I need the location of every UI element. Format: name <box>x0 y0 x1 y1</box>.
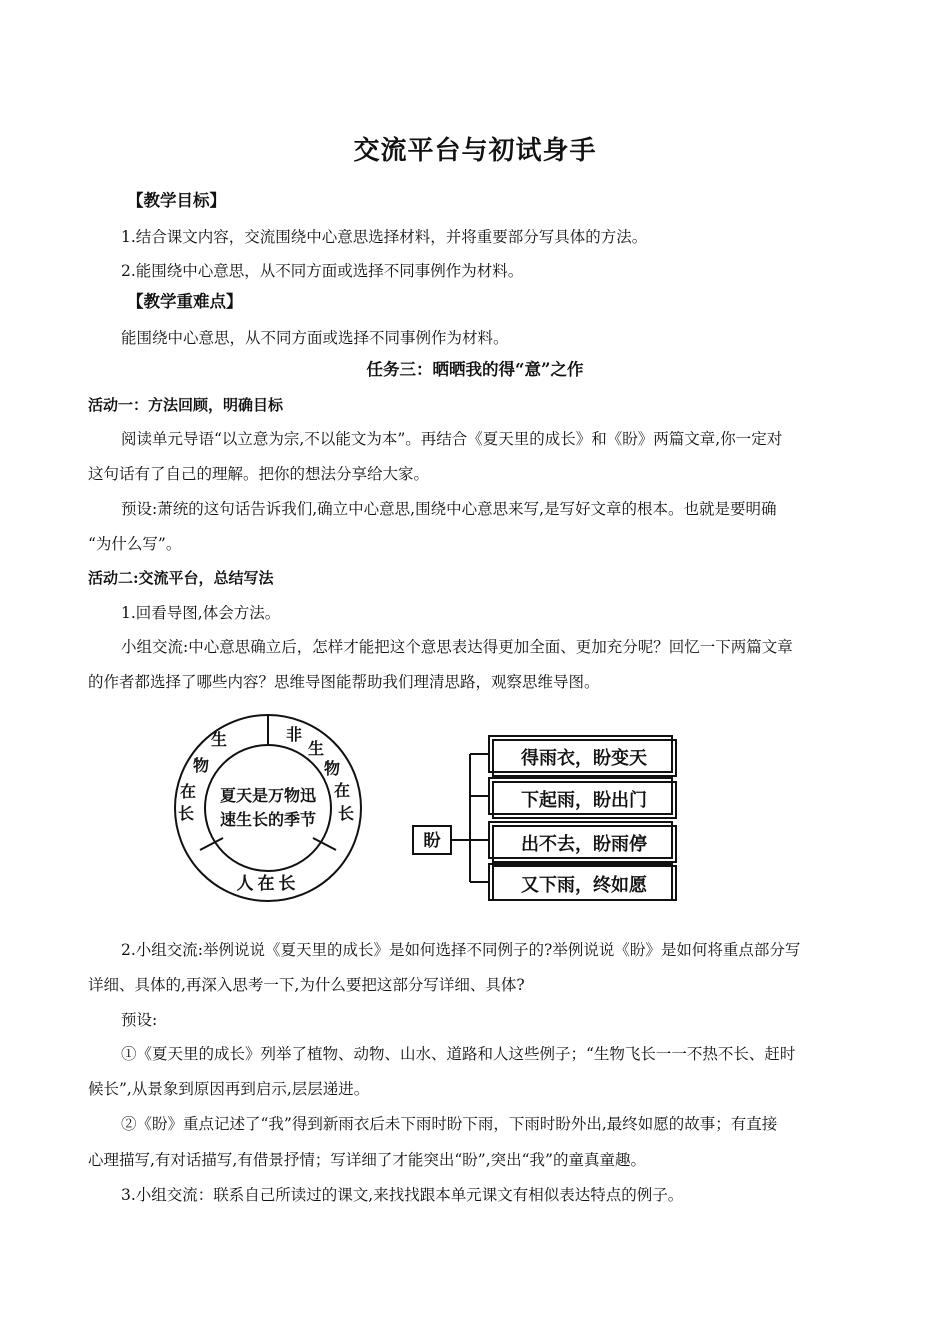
step1-paragraph-line1: 小组交流:中心意思确立后，怎样才能把这个意思表达得更加全面、更加充分呢？回忆一下两篇文章 <box>121 638 793 656</box>
tree-branch-label: 出不去，盼雨停 <box>521 834 647 855</box>
tree-mind-map <box>408 726 680 904</box>
step1-paragraph-line2: 的作者都选择了哪些内容？思维导图能帮助我们理清思路，观察思维导图。 <box>88 673 600 691</box>
circle-mind-map <box>170 712 366 904</box>
preset-label: 预设: <box>121 1011 158 1029</box>
segment-right-char: 长 <box>337 804 355 823</box>
segment-right-char: 物 <box>323 759 341 778</box>
circle-center-line2: 速生长的季节 <box>219 810 317 829</box>
objectives-heading: 【教学目标】 <box>127 191 226 210</box>
tree-branch-label: 得雨衣，盼变天 <box>521 748 647 769</box>
segment-left-char: 物 <box>192 756 210 775</box>
segment-left-char: 生 <box>210 730 228 749</box>
activity1-paragraph-line2: 这句话有了自己的理解。把你的想法分享给大家。 <box>88 465 430 483</box>
circle-center-line1: 夏天是万物迅 <box>219 786 317 805</box>
segment-right-char: 在 <box>333 781 351 800</box>
activity1-title: 活动一：方法回顾，明确目标 <box>88 396 284 414</box>
page-title: 交流平台与初试身手 <box>353 136 597 166</box>
activity1-preset-line1: 预设:萧统的这句话告诉我们,确立中心意思,围绕中心意思来写,是写好文章的根本。也就是要明确 <box>121 500 777 518</box>
difficulty-text: 能围绕中心意思，从不同方面或选择不同事例作为材料。 <box>121 329 509 347</box>
step3-text: 3.小组交流：联系自己所读过的课文,来找找跟本单元课文有相似表达特点的例子。 <box>121 1186 684 1204</box>
segment-right-char: 非 <box>285 725 303 744</box>
step1-text: 1.回看导图,体会方法。 <box>121 604 281 622</box>
segment-left-char: 长 <box>177 804 195 823</box>
step2-line1: 2.小组交流:举例说说《夏天里的成长》是如何选择不同例子的?举例说说《盼》是如何将重点部分写 <box>121 941 801 959</box>
segment-left-char: 在 <box>179 782 197 801</box>
preset2-line2: 心理描写,有对话描写,有借景抒情；写详细了才能突出“盼”,突出“我”的童真童趣。 <box>88 1151 646 1169</box>
preset1-line2: 候长”,从景象到原因再到启示,层层递进。 <box>88 1080 370 1098</box>
tree-branch-label: 下起雨，盼出门 <box>521 790 647 811</box>
activity1-paragraph-line1: 阅读单元导语“以立意为宗,不以能文为本”。再结合《夏天里的成长》和《盼》两篇文章,你一定对 <box>121 430 783 448</box>
step2-line2: 详细、具体的,再深入思考一下,为什么要把这部分写详细、具体? <box>88 976 525 994</box>
segment-right-char: 生 <box>307 739 325 758</box>
preset2-line1: ②《盼》重点记述了“我”得到新雨衣后未下雨时盼下雨，下雨时盼外出,最终如愿的故事；有直接 <box>121 1115 778 1133</box>
activity2-title: 活动二:交流平台，总结写法 <box>88 569 274 587</box>
objective-2: 2.能围绕中心意思，从不同方面或选择不同事例作为材料。 <box>121 262 524 280</box>
tree-branch-label: 又下雨，终如愿 <box>521 875 647 896</box>
task-title: 任务三：晒晒我的得“意”之作 <box>366 360 584 379</box>
tree-root-label: 盼 <box>423 831 441 851</box>
activity1-preset-line2: “为什么写”。 <box>88 535 182 553</box>
segment-bottom-label: 人在长 <box>236 874 300 894</box>
preset1-line1: ①《夏天里的成长》列举了植物、动物、山水、道路和人这些例子；“生物飞长一一不热不长、赶时 <box>121 1045 796 1063</box>
objective-1: 1.结合课文内容，交流围绕中心意思选择材料，并将重要部分写具体的方法。 <box>121 228 648 246</box>
difficulty-heading: 【教学重难点】 <box>127 292 243 311</box>
